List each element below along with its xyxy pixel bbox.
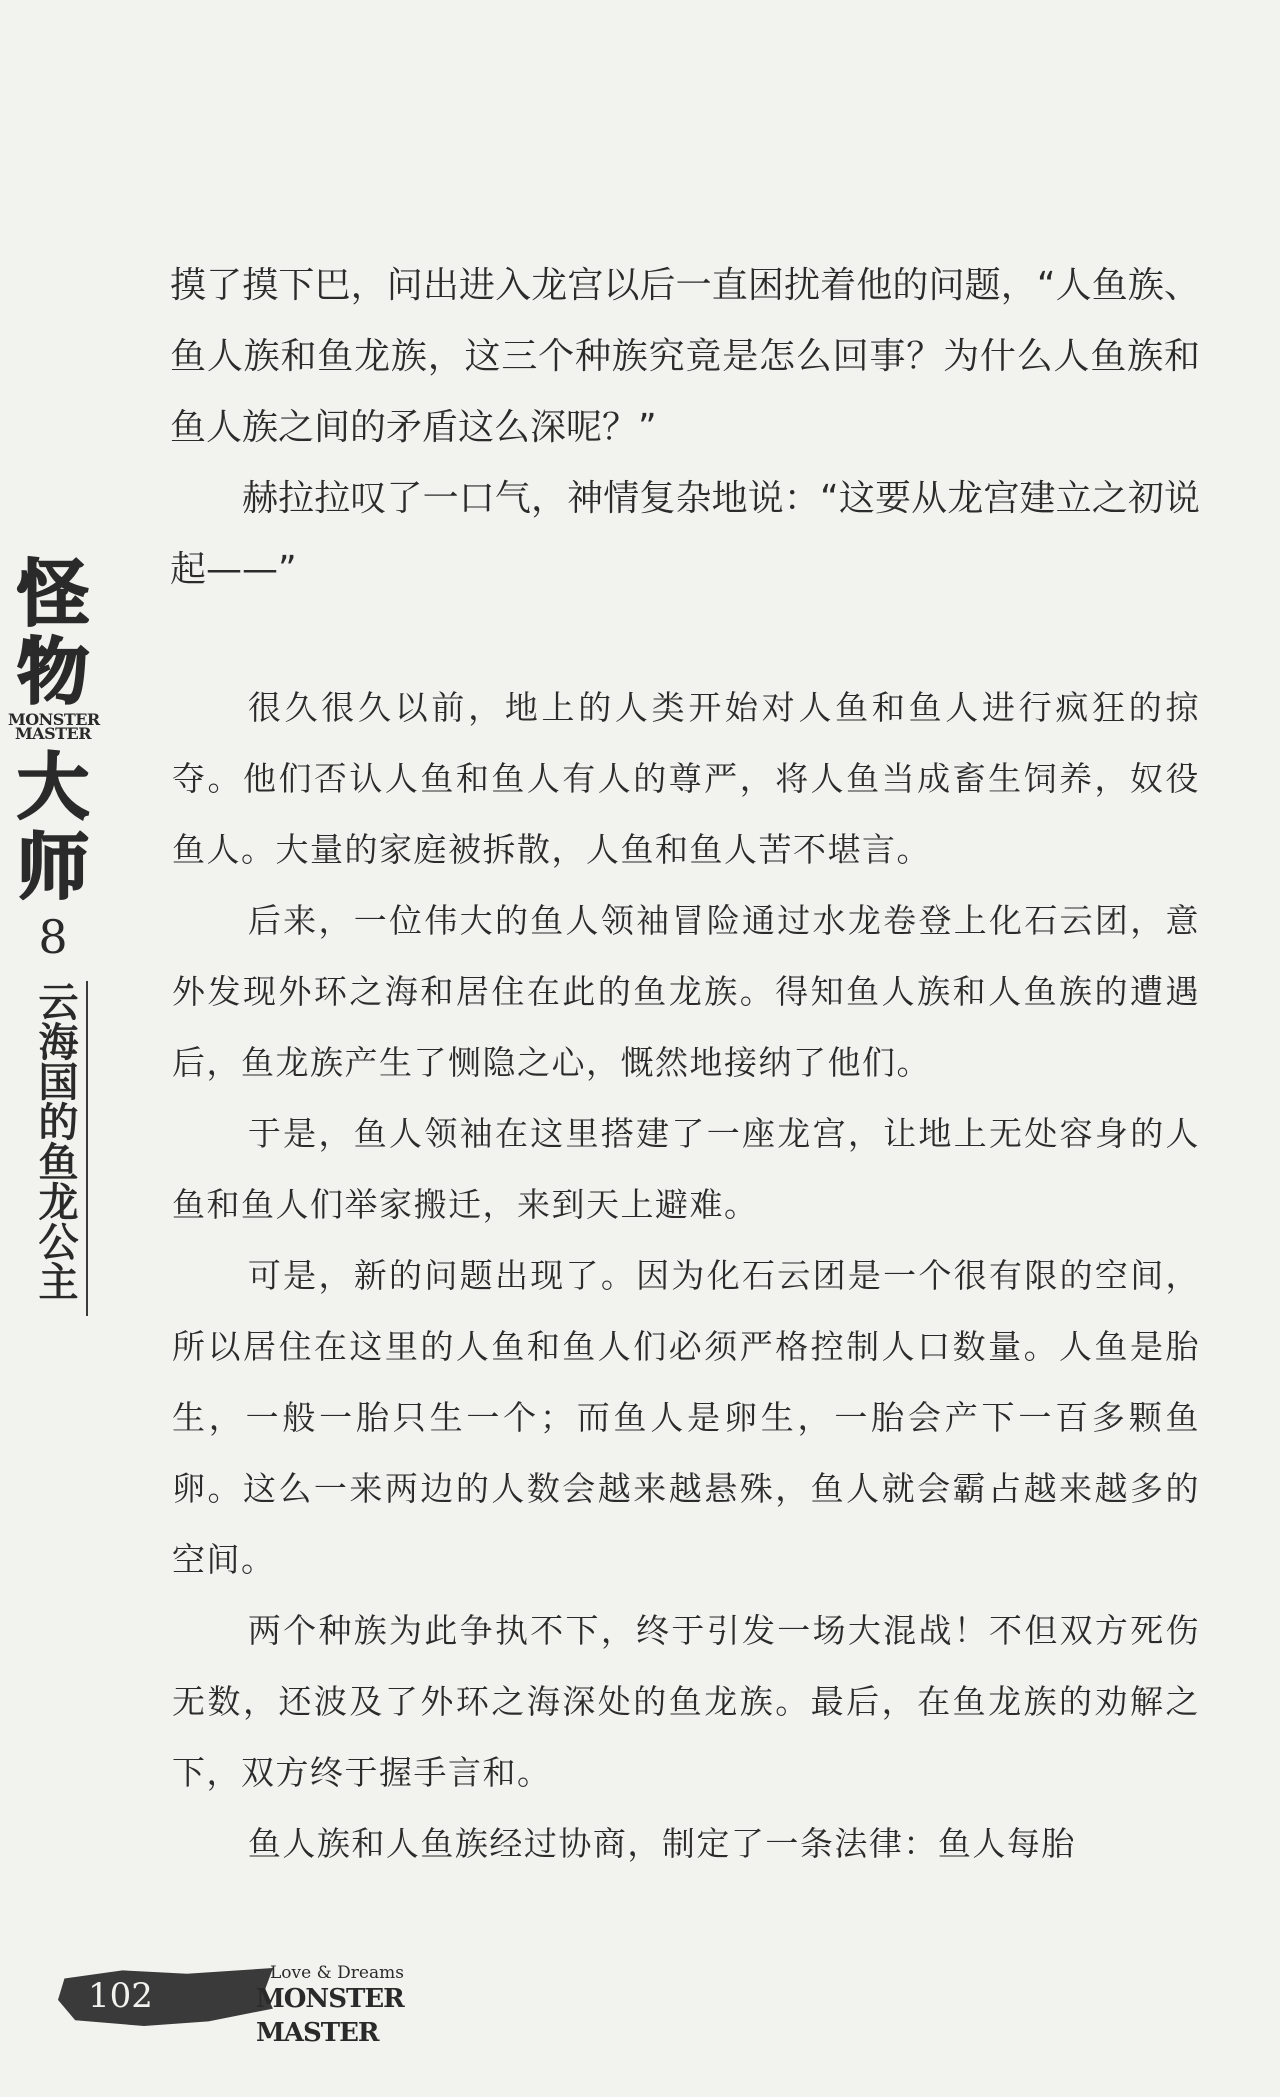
spine-subtitle: 云海国的鱼龙公主 (32, 981, 78, 1301)
spine-title-top: 怪物 (16, 552, 89, 714)
story-paragraph: 很久很久以前，地上的人类开始对人鱼和鱼人进行疯狂的掠夺。他们否认人鱼和鱼人有人的尊严，将人鱼当成畜生饲养，奴役鱼人。大量的家庭被拆散，人鱼和鱼人苦不堪言。 (172, 688, 1200, 869)
monster-master-logo (8, 710, 100, 743)
volume-number: 8 (38, 910, 68, 964)
story-paragraph: 后来，一位伟大的鱼人领袖冒险通过水龙卷登上化石云团，意外发现外环之海和居住在此的鱼龙族。得知鱼人族和人鱼族的遭遇后，鱼龙族产生了恻隐之心，慨然地接纳了他们。 (172, 901, 1200, 1082)
spine-title-bottom: 大师 (16, 745, 89, 909)
logo-line-2: MASTER (14, 724, 92, 743)
series-brand: MONSTER MASTER (256, 1984, 404, 2048)
spine-subtitle-block (8, 981, 98, 1301)
story-paragraph: 于是，鱼人领袖在这里搭建了一座龙宫，让地上无处容身的人鱼和鱼人们举家搬迁，来到天上避难。 (172, 1114, 1200, 1224)
story-paragraph: 可是，新的问题出现了。因为化石云团是一个很有限的空间，所以居住在这里的人鱼和鱼人们必须严格控制人口数量。人鱼是胎生，一般一胎只生一个；而鱼人是卵生，一胎会产下一百多颗鱼卵。这么一来两边的人数会越来越悬殊，鱼人就会霸占越来越多的空间。 (172, 1256, 1200, 1579)
page-number: 102 (88, 1976, 153, 2016)
book-spine (8, 552, 108, 1301)
page-footer (58, 1962, 478, 2048)
flashback-section (172, 672, 1200, 1879)
spine-divider (86, 981, 88, 1316)
logo-line-1: MONSTER (8, 710, 100, 729)
series-tagline: Love & Dreams (270, 1963, 404, 1983)
dialogue-paragraph: 赫拉拉叹了一口气，神情复杂地说：“这要从龙宫建立之初说起——” (170, 478, 1200, 590)
dialogue-section (170, 250, 1200, 605)
story-paragraph: 两个种族为此争执不下，终于引发一场大混战！不但双方死伤无数，还波及了外环之海深处的鱼龙族。最后，在鱼龙族的劝解之下，双方终于握手言和。 (172, 1611, 1200, 1792)
story-paragraph: 鱼人族和人鱼族经过协商，制定了一条法律：鱼人每胎 (247, 1824, 1076, 1863)
dialogue-paragraph: 摸了摸下巴，问出进入龙宫以后一直困扰着他的问题，“人鱼族、鱼人族和鱼龙族，这三个种族究竟是怎么回事？为什么人鱼族和鱼人族之间的矛盾这么深呢？” (170, 265, 1200, 448)
